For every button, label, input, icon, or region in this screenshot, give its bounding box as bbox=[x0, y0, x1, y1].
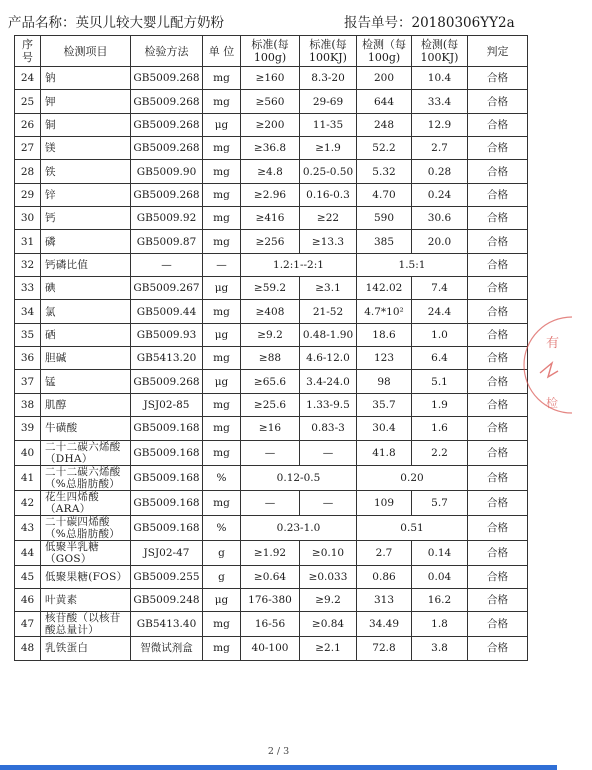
table-header-row bbox=[15, 36, 528, 67]
table-cell: 1.33-9.5 bbox=[300, 393, 357, 416]
table-row bbox=[15, 637, 528, 660]
table-cell: 锌 bbox=[41, 183, 131, 206]
table-row bbox=[15, 347, 528, 370]
table-cell: 29-69 bbox=[300, 90, 357, 113]
table-cell: 27 bbox=[15, 137, 41, 160]
table-cell: 32 bbox=[15, 253, 41, 276]
column-header: 标准(每 100g) bbox=[241, 36, 300, 67]
table-cell: 乳铁蛋白 bbox=[41, 637, 131, 660]
table-cell: 0.28 bbox=[412, 160, 468, 183]
table-cell: 1.2:1--2:1 bbox=[241, 253, 357, 276]
table-cell: 低聚半乳糖（GOS） bbox=[41, 540, 131, 565]
table-cell: GB5009.268 bbox=[131, 90, 203, 113]
table-cell: 39 bbox=[15, 417, 41, 440]
table-cell: GB5413.40 bbox=[131, 612, 203, 637]
table-cell: 锰 bbox=[41, 370, 131, 393]
table-cell: 4.6-12.0 bbox=[300, 347, 357, 370]
table-cell: 0.14 bbox=[412, 540, 468, 565]
table-cell: 磷 bbox=[41, 230, 131, 253]
table-row bbox=[15, 207, 528, 230]
table-cell: GB5009.90 bbox=[131, 160, 203, 183]
table-cell: mg bbox=[203, 393, 241, 416]
table-cell: 合格 bbox=[468, 253, 528, 276]
table-cell: 48 bbox=[15, 637, 41, 660]
table-row bbox=[15, 90, 528, 113]
table-cell: 30.6 bbox=[412, 207, 468, 230]
table-row bbox=[15, 440, 528, 465]
table-cell: 40-100 bbox=[241, 637, 300, 660]
table-cell: ≥0.033 bbox=[300, 565, 357, 588]
table-cell: 385 bbox=[357, 230, 412, 253]
table-cell: 4.7*10² bbox=[357, 300, 412, 323]
column-header: 判定 bbox=[468, 36, 528, 67]
table-cell: 0.25-0.50 bbox=[300, 160, 357, 183]
table-cell: GB5009.267 bbox=[131, 277, 203, 300]
table-cell: 合格 bbox=[468, 490, 528, 515]
table-cell: GB5009.255 bbox=[131, 565, 203, 588]
table-cell: 合格 bbox=[468, 90, 528, 113]
table-cell: 142.02 bbox=[357, 277, 412, 300]
table-cell: mg bbox=[203, 417, 241, 440]
table-cell: 2.7 bbox=[412, 137, 468, 160]
table-cell: 合格 bbox=[468, 323, 528, 346]
table-cell: 644 bbox=[357, 90, 412, 113]
table-cell: mg bbox=[203, 207, 241, 230]
table-cell: 合格 bbox=[468, 137, 528, 160]
table-row bbox=[15, 253, 528, 276]
table-cell: ≥4.8 bbox=[241, 160, 300, 183]
table-cell: 7.4 bbox=[412, 277, 468, 300]
product-name: 产品名称：英贝儿较大婴儿配方奶粉 bbox=[8, 15, 224, 31]
table-cell: 钙 bbox=[41, 207, 131, 230]
seal-stamp bbox=[532, 315, 592, 415]
table-cell: 1.6 bbox=[412, 417, 468, 440]
table-cell: ≥59.2 bbox=[241, 277, 300, 300]
table-cell: 叶黄素 bbox=[41, 588, 131, 611]
table-row bbox=[15, 465, 528, 490]
table-cell: μg bbox=[203, 323, 241, 346]
table-cell: 0.51 bbox=[357, 515, 468, 540]
table-cell: — bbox=[203, 253, 241, 276]
table-cell: GB5413.20 bbox=[131, 347, 203, 370]
table-cell: 18.6 bbox=[357, 323, 412, 346]
table-cell: ≥416 bbox=[241, 207, 300, 230]
table-cell: ≥160 bbox=[241, 67, 300, 90]
table-cell: 合格 bbox=[468, 207, 528, 230]
table-cell: GB5009.168 bbox=[131, 515, 203, 540]
table-cell: 钠 bbox=[41, 67, 131, 90]
table-cell: 5.32 bbox=[357, 160, 412, 183]
table-cell: GB5009.248 bbox=[131, 588, 203, 611]
table-cell: 0.04 bbox=[412, 565, 468, 588]
table-cell: g bbox=[203, 565, 241, 588]
table-cell: 47 bbox=[15, 612, 41, 637]
table-cell: ≥65.6 bbox=[241, 370, 300, 393]
column-header: 标准(每 100KJ) bbox=[300, 36, 357, 67]
table-cell: μg bbox=[203, 113, 241, 136]
table-cell: 合格 bbox=[468, 465, 528, 490]
table-cell: g bbox=[203, 540, 241, 565]
table-cell: GB5009.44 bbox=[131, 300, 203, 323]
table-cell: 低聚果糖(FOS） bbox=[41, 565, 131, 588]
table-cell: mg bbox=[203, 137, 241, 160]
table-cell: ≥3.1 bbox=[300, 277, 357, 300]
table-cell: JSJ02-47 bbox=[131, 540, 203, 565]
table-cell: 1.0 bbox=[412, 323, 468, 346]
column-header: 检测（每 100g) bbox=[357, 36, 412, 67]
table-cell: GB5009.268 bbox=[131, 113, 203, 136]
table-cell: ≥200 bbox=[241, 113, 300, 136]
table-cell: 钾 bbox=[41, 90, 131, 113]
table-cell: 30 bbox=[15, 207, 41, 230]
table-cell: 0.24 bbox=[412, 183, 468, 206]
table-cell: GB5009.168 bbox=[131, 417, 203, 440]
table-cell: ≥1.92 bbox=[241, 540, 300, 565]
column-header: 单 位 bbox=[203, 36, 241, 67]
table-cell: GB5009.93 bbox=[131, 323, 203, 346]
table-cell: 花生四烯酸（ARA） bbox=[41, 490, 131, 515]
table-cell: 6.4 bbox=[412, 347, 468, 370]
table-row bbox=[15, 370, 528, 393]
table-cell: mg bbox=[203, 90, 241, 113]
table-cell: GB5009.268 bbox=[131, 137, 203, 160]
table-cell: 1.8 bbox=[412, 612, 468, 637]
table-cell: 0.48-1.90 bbox=[300, 323, 357, 346]
table-cell: 合格 bbox=[468, 347, 528, 370]
table-cell: 33.4 bbox=[412, 90, 468, 113]
table-cell: 合格 bbox=[468, 370, 528, 393]
table-cell: 胆碱 bbox=[41, 347, 131, 370]
table-cell: 41.8 bbox=[357, 440, 412, 465]
table-cell: 二十二碳六烯酸（DHA） bbox=[41, 440, 131, 465]
table-cell: GB5009.268 bbox=[131, 370, 203, 393]
table-cell: GB5009.268 bbox=[131, 183, 203, 206]
table-cell: GB5009.168 bbox=[131, 490, 203, 515]
test-results-table bbox=[14, 35, 528, 661]
table-row bbox=[15, 67, 528, 90]
table-cell: 29 bbox=[15, 183, 41, 206]
table-cell: 5.7 bbox=[412, 490, 468, 515]
table-cell: 合格 bbox=[468, 277, 528, 300]
table-cell: 0.20 bbox=[357, 465, 468, 490]
table-cell: ≥22 bbox=[300, 207, 357, 230]
table-cell: mg bbox=[203, 160, 241, 183]
table-cell: 铜 bbox=[41, 113, 131, 136]
table-cell: 智微试剂盒 bbox=[131, 637, 203, 660]
table-cell: 合格 bbox=[468, 183, 528, 206]
table-cell: 1.9 bbox=[412, 393, 468, 416]
table-cell: 28 bbox=[15, 160, 41, 183]
table-cell: 合格 bbox=[468, 565, 528, 588]
table-cell: 24.4 bbox=[412, 300, 468, 323]
table-cell: 26 bbox=[15, 113, 41, 136]
bottom-bar bbox=[0, 765, 557, 770]
table-cell: 45 bbox=[15, 565, 41, 588]
table-row bbox=[15, 230, 528, 253]
table-cell: 34 bbox=[15, 300, 41, 323]
table-cell: mg bbox=[203, 300, 241, 323]
table-cell: 176-380 bbox=[241, 588, 300, 611]
table-cell: 72.8 bbox=[357, 637, 412, 660]
table-cell: 2.7 bbox=[357, 540, 412, 565]
table-cell: 31 bbox=[15, 230, 41, 253]
table-cell: GB5009.92 bbox=[131, 207, 203, 230]
table-cell: 合格 bbox=[468, 637, 528, 660]
table-cell: 0.12-0.5 bbox=[241, 465, 357, 490]
table-cell: 44 bbox=[15, 540, 41, 565]
table-row bbox=[15, 323, 528, 346]
table-cell: 肌醇 bbox=[41, 393, 131, 416]
table-cell: 34.49 bbox=[357, 612, 412, 637]
table-cell: ≥88 bbox=[241, 347, 300, 370]
table-cell: 33 bbox=[15, 277, 41, 300]
table-cell: 合格 bbox=[468, 417, 528, 440]
table-cell: 16.2 bbox=[412, 588, 468, 611]
table-cell: 合格 bbox=[468, 588, 528, 611]
table-cell: 碘 bbox=[41, 277, 131, 300]
table-cell: ≥9.2 bbox=[241, 323, 300, 346]
table-cell: — bbox=[131, 253, 203, 276]
table-cell: 硒 bbox=[41, 323, 131, 346]
table-cell: 16-56 bbox=[241, 612, 300, 637]
table-cell: 36 bbox=[15, 347, 41, 370]
table-row bbox=[15, 515, 528, 540]
table-cell: 3.8 bbox=[412, 637, 468, 660]
table-cell: 5.1 bbox=[412, 370, 468, 393]
table-cell: ≥560 bbox=[241, 90, 300, 113]
table-cell: 46 bbox=[15, 588, 41, 611]
table-cell: 0.86 bbox=[357, 565, 412, 588]
table-cell: 1.5:1 bbox=[357, 253, 468, 276]
table-row bbox=[15, 393, 528, 416]
table-cell: 10.4 bbox=[412, 67, 468, 90]
table-cell: ≥25.6 bbox=[241, 393, 300, 416]
table-cell: 12.9 bbox=[412, 113, 468, 136]
table-cell: ≥2.96 bbox=[241, 183, 300, 206]
table-row bbox=[15, 113, 528, 136]
table-cell: GB5009.268 bbox=[131, 67, 203, 90]
table-cell: 30.4 bbox=[357, 417, 412, 440]
table-cell: ≥256 bbox=[241, 230, 300, 253]
table-row bbox=[15, 490, 528, 515]
table-cell: 二十二碳六烯酸（%总脂肪酸） bbox=[41, 465, 131, 490]
table-cell: mg bbox=[203, 347, 241, 370]
table-cell: 42 bbox=[15, 490, 41, 515]
table-cell: GB5009.87 bbox=[131, 230, 203, 253]
table-cell: 合格 bbox=[468, 612, 528, 637]
table-cell: 38 bbox=[15, 393, 41, 416]
svg-text:有: 有 bbox=[546, 336, 560, 351]
table-cell: 11-35 bbox=[300, 113, 357, 136]
table-cell: % bbox=[203, 465, 241, 490]
table-cell: mg bbox=[203, 230, 241, 253]
table-cell: 20.0 bbox=[412, 230, 468, 253]
table-cell: JSJ02-85 bbox=[131, 393, 203, 416]
table-cell: ≥0.10 bbox=[300, 540, 357, 565]
table-cell: ≥16 bbox=[241, 417, 300, 440]
table-cell: μg bbox=[203, 277, 241, 300]
table-cell: 52.2 bbox=[357, 137, 412, 160]
table-cell: 牛磺酸 bbox=[41, 417, 131, 440]
table-cell: 123 bbox=[357, 347, 412, 370]
table-cell: 43 bbox=[15, 515, 41, 540]
table-cell: — bbox=[300, 490, 357, 515]
table-row bbox=[15, 183, 528, 206]
table-cell: 37 bbox=[15, 370, 41, 393]
column-header: 序 号 bbox=[15, 36, 41, 67]
column-header: 检验方法 bbox=[131, 36, 203, 67]
table-row bbox=[15, 612, 528, 637]
table-cell: ≥13.3 bbox=[300, 230, 357, 253]
column-header: 检测(每 100KJ) bbox=[412, 36, 468, 67]
table-cell: 二十碳四烯酸（%总脂肪酸） bbox=[41, 515, 131, 540]
table-cell: mg bbox=[203, 183, 241, 206]
table-cell: 合格 bbox=[468, 230, 528, 253]
table-cell: 合格 bbox=[468, 540, 528, 565]
table-cell: 313 bbox=[357, 588, 412, 611]
column-header: 检测项目 bbox=[41, 36, 131, 67]
table-cell: 0.83-3 bbox=[300, 417, 357, 440]
table-cell: ≥0.84 bbox=[300, 612, 357, 637]
table-cell: GB5009.168 bbox=[131, 440, 203, 465]
table-cell: 合格 bbox=[468, 300, 528, 323]
table-cell: ≥1.9 bbox=[300, 137, 357, 160]
table-cell: μg bbox=[203, 588, 241, 611]
table-cell: mg bbox=[203, 490, 241, 515]
table-row bbox=[15, 137, 528, 160]
table-cell: ≥408 bbox=[241, 300, 300, 323]
table-cell: ≥2.1 bbox=[300, 637, 357, 660]
table-cell: μg bbox=[203, 370, 241, 393]
table-cell: 氯 bbox=[41, 300, 131, 323]
table-cell: 590 bbox=[357, 207, 412, 230]
table-row bbox=[15, 588, 528, 611]
table-cell: mg bbox=[203, 67, 241, 90]
table-cell: 98 bbox=[357, 370, 412, 393]
table-cell: 41 bbox=[15, 465, 41, 490]
table-cell: 合格 bbox=[468, 160, 528, 183]
table-cell: 3.4-24.0 bbox=[300, 370, 357, 393]
table-cell: 40 bbox=[15, 440, 41, 465]
table-cell: 109 bbox=[357, 490, 412, 515]
table-row bbox=[15, 160, 528, 183]
table-cell: 合格 bbox=[468, 393, 528, 416]
table-cell: mg bbox=[203, 440, 241, 465]
svg-text:检: 检 bbox=[546, 396, 559, 410]
table-cell: 2.2 bbox=[412, 440, 468, 465]
page-number: 2 / 3 bbox=[267, 746, 290, 757]
report-number: 报告单号：20180306YY2a bbox=[344, 15, 515, 31]
table-cell: 0.23-1.0 bbox=[241, 515, 357, 540]
table-row bbox=[15, 540, 528, 565]
table-cell: 合格 bbox=[468, 67, 528, 90]
table-cell: 35 bbox=[15, 323, 41, 346]
table-cell: 0.16-0.3 bbox=[300, 183, 357, 206]
table-cell: 200 bbox=[357, 67, 412, 90]
table-cell: mg bbox=[203, 612, 241, 637]
table-cell: 镁 bbox=[41, 137, 131, 160]
table-cell: ≥36.8 bbox=[241, 137, 300, 160]
table-cell: 35.7 bbox=[357, 393, 412, 416]
table-cell: 25 bbox=[15, 90, 41, 113]
table-cell: ≥9.2 bbox=[300, 588, 357, 611]
table-row bbox=[15, 277, 528, 300]
table-cell: mg bbox=[203, 637, 241, 660]
table-cell: 合格 bbox=[468, 113, 528, 136]
table-cell: ≥0.64 bbox=[241, 565, 300, 588]
table-cell: 8.3-20 bbox=[300, 67, 357, 90]
table-cell: 24 bbox=[15, 67, 41, 90]
table-cell: 核苷酸（以核苷酸总量计） bbox=[41, 612, 131, 637]
table-cell: GB5009.168 bbox=[131, 465, 203, 490]
table-cell: 铁 bbox=[41, 160, 131, 183]
table-cell: 合格 bbox=[468, 440, 528, 465]
table-cell: 钙磷比值 bbox=[41, 253, 131, 276]
table-row bbox=[15, 417, 528, 440]
table-cell: — bbox=[241, 490, 300, 515]
table-cell: — bbox=[300, 440, 357, 465]
table-cell: 21-52 bbox=[300, 300, 357, 323]
table-cell: % bbox=[203, 515, 241, 540]
table-cell: — bbox=[241, 440, 300, 465]
table-cell: 合格 bbox=[468, 515, 528, 540]
table-cell: 4.70 bbox=[357, 183, 412, 206]
table-row bbox=[15, 565, 528, 588]
table-row bbox=[15, 300, 528, 323]
table-cell: 248 bbox=[357, 113, 412, 136]
